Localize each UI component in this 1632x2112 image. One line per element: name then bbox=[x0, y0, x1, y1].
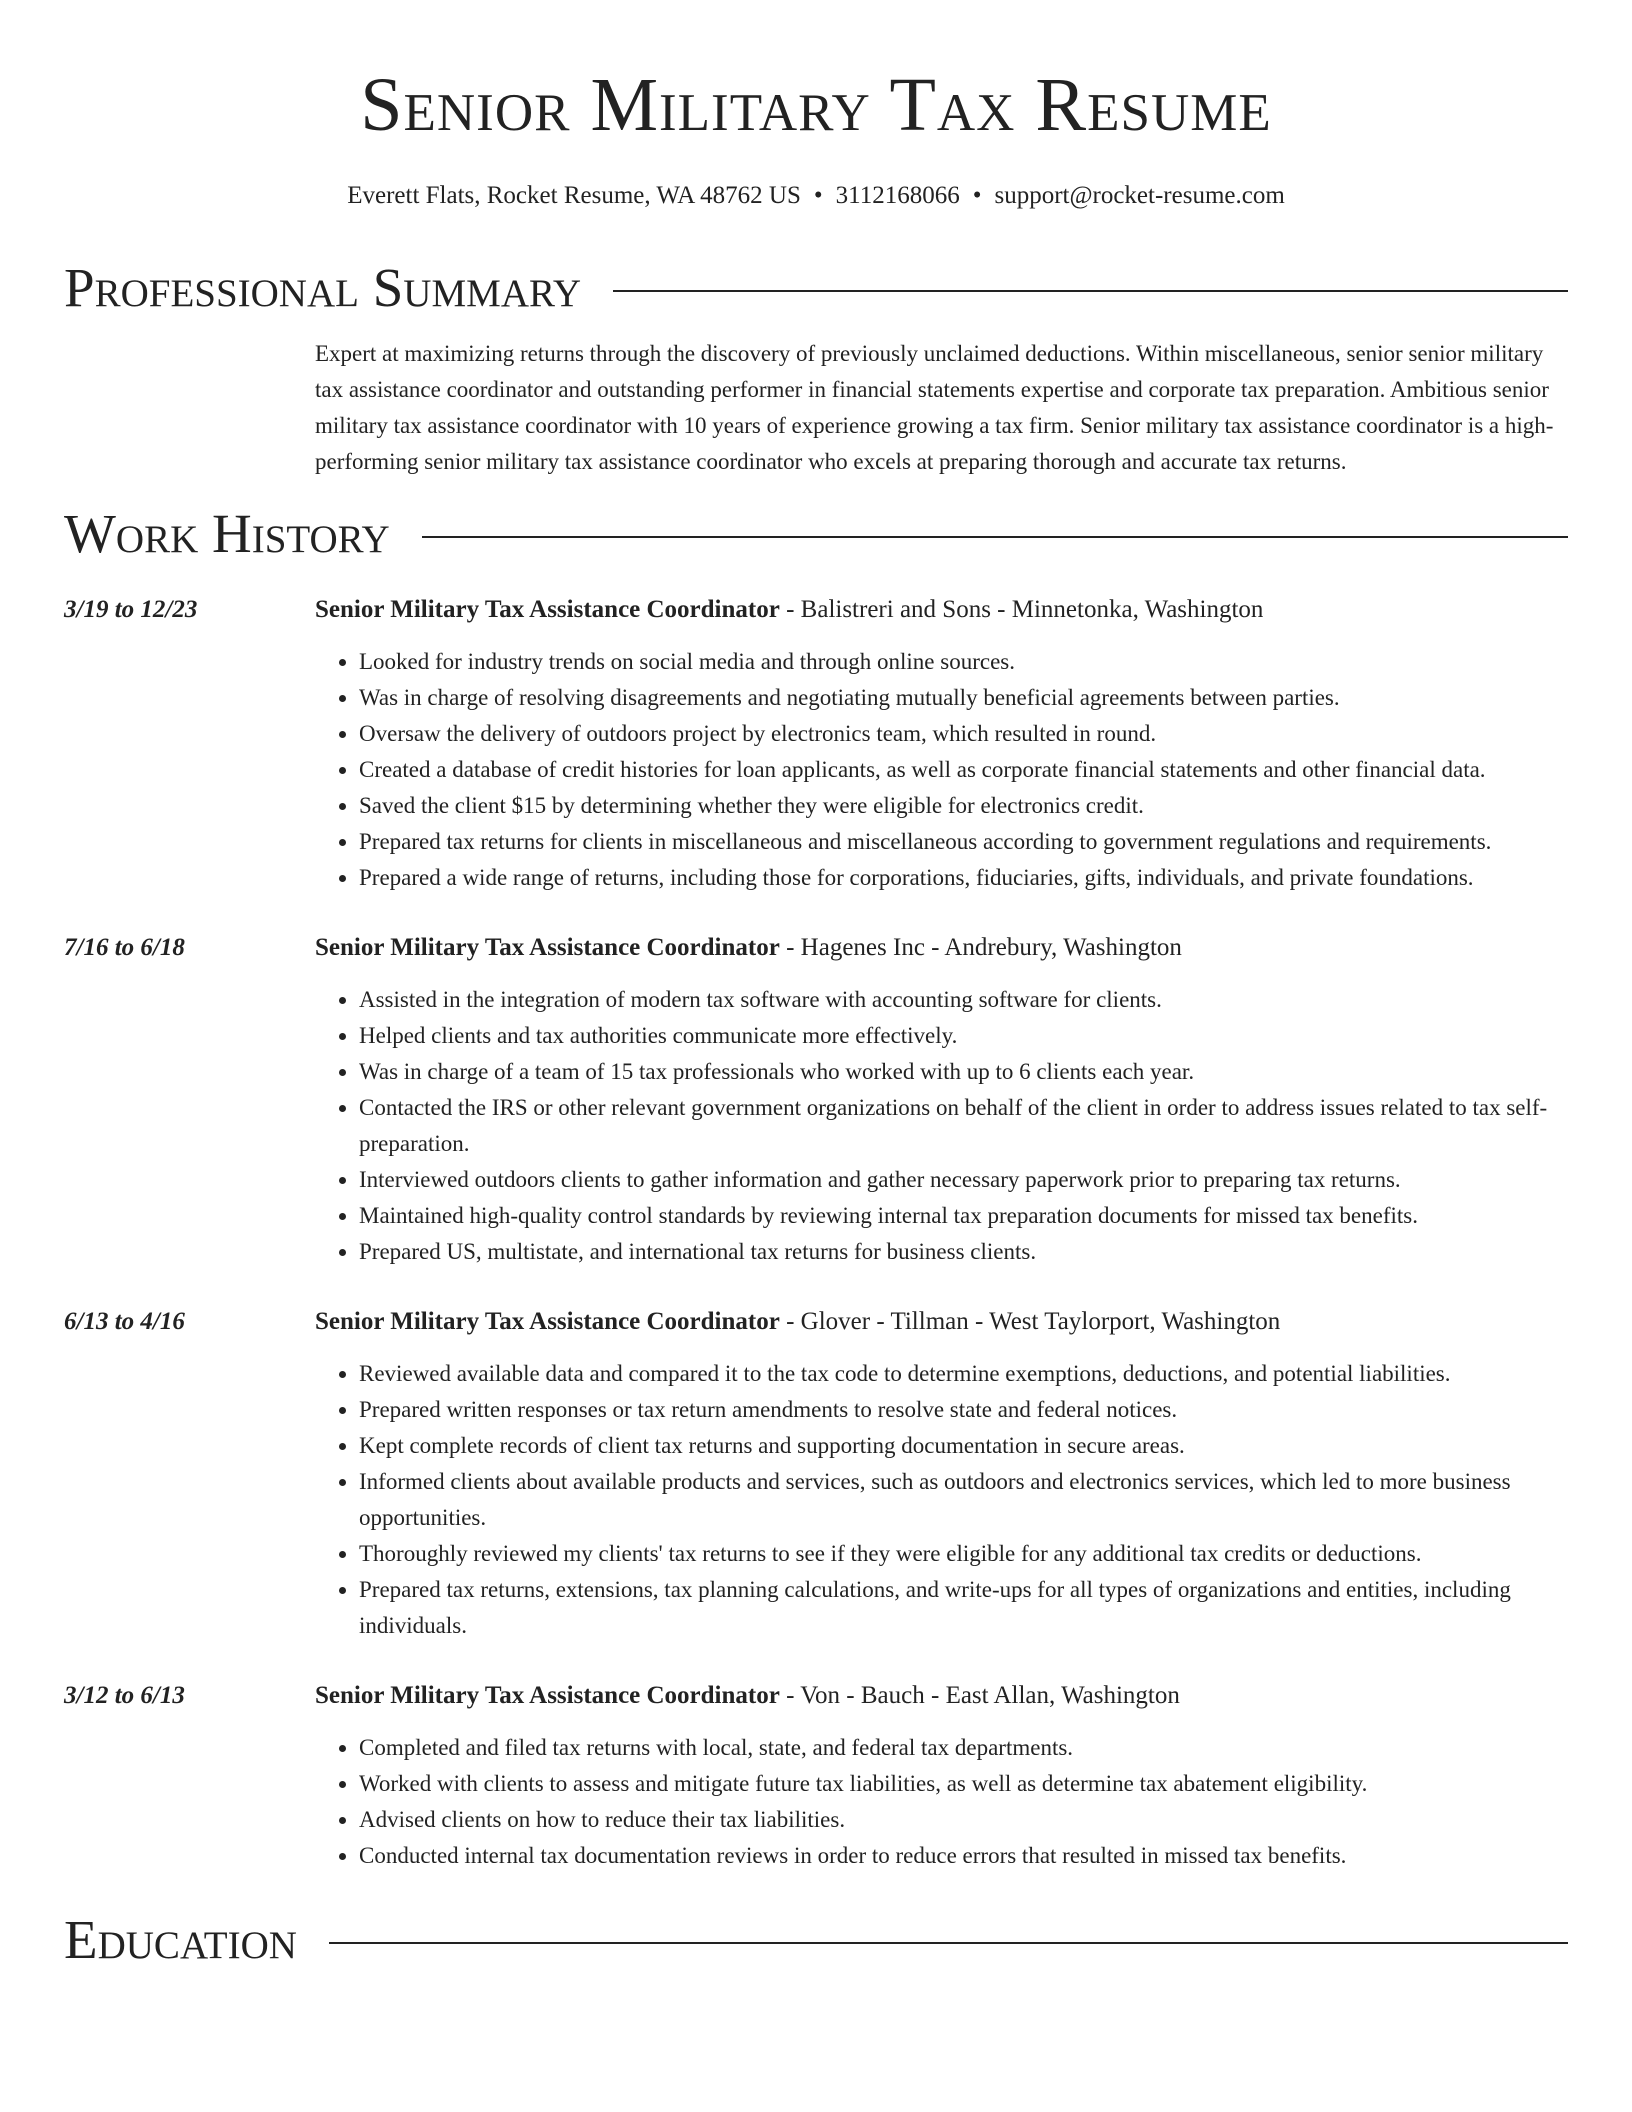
job-entry bbox=[64, 1304, 1568, 1644]
contact-address: Everett Flats, Rocket Resume, WA 48762 US bbox=[347, 182, 801, 209]
summary-text: Expert at maximizing returns through the discovery of previously unclaimed deductions. Within miscellaneous, senior senior military tax assistance coordinator and outstanding performer in financial statements expertise and corporate tax preparation. Ambitious senior military tax assistance coordinator with 10 years of experience growing a tax firm. Senior military tax assistance coordinator is a high-performing senior military tax assistance coordinator who excels at preparing thorough and accurate tax returns. bbox=[315, 341, 1554, 474]
job-bullet-item: • Maintained high-quality control standards by reviewing internal tax preparation documents for missed tax benefits. bbox=[359, 1198, 1568, 1234]
job-bullet-item: • Advised clients on how to reduce their tax liabilities. bbox=[359, 1802, 1568, 1838]
job-entry bbox=[64, 930, 1568, 1270]
job-details: - Balistreri and Sons - Minnetonka, Washington bbox=[779, 596, 1264, 623]
job-bullet-item: • Reviewed available data and compared it to the tax code to determine exemptions, deductions, and potential liabilities. bbox=[359, 1356, 1568, 1392]
resume-title: Senior Military Tax Resume bbox=[360, 63, 1272, 147]
job-header bbox=[315, 592, 1568, 628]
job-dates: 7/16 to 6/18 bbox=[64, 934, 185, 961]
job-bullet-item: • Conducted internal tax documentation reviews in order to reduce errors that resulted in missed tax benefits. bbox=[359, 1838, 1568, 1874]
contact-phone: 3112168066 bbox=[835, 182, 960, 209]
job-dates: 6/13 to 4/16 bbox=[64, 1308, 185, 1335]
job-body bbox=[315, 1304, 1568, 1644]
job-bullet-item: • Thoroughly reviewed my clients' tax returns to see if they were eligible for any additional tax credits or deductions. bbox=[359, 1536, 1568, 1572]
job-header bbox=[315, 1678, 1568, 1714]
job-bullet-item: • Saved the client $15 by determining whether they were eligible for electronics credit. bbox=[359, 788, 1568, 824]
section-title-work-history: Work History bbox=[64, 503, 390, 564]
job-bullet-item: • Helped clients and tax authorities communicate more effectively. bbox=[359, 1018, 1568, 1054]
section-header-summary bbox=[64, 256, 1568, 320]
section-header-work-history bbox=[64, 502, 1568, 566]
job-title: Senior Military Tax Assistance Coordinator bbox=[315, 596, 780, 623]
section-divider bbox=[422, 536, 1568, 538]
job-dates: 3/19 to 12/23 bbox=[64, 596, 198, 623]
job-bullets bbox=[315, 982, 1568, 1270]
job-details: - Von - Bauch - East Allan, Washington bbox=[779, 1682, 1180, 1709]
section-divider bbox=[613, 290, 1568, 292]
job-bullet-item: • Interviewed outdoors clients to gather information and gather necessary paperwork prior to preparing tax returns. bbox=[359, 1162, 1568, 1198]
job-bullet-item: • Was in charge of resolving disagreements and negotiating mutually beneficial agreements between parties. bbox=[359, 680, 1568, 716]
work-history-list bbox=[64, 592, 1568, 1874]
job-bullet-item: • Contacted the IRS or other relevant government organizations on behalf of the client in order to address issues related to tax self-preparation. bbox=[359, 1090, 1568, 1162]
job-bullet-item: • Prepared a wide range of returns, including those for corporations, fiduciaries, gifts, individuals, and private foundations. bbox=[359, 860, 1568, 896]
contact-email: support@rocket-resume.com bbox=[994, 182, 1285, 209]
job-bullet-item: • Assisted in the integration of modern tax software with accounting software for clients. bbox=[359, 982, 1568, 1018]
job-bullets bbox=[315, 644, 1568, 896]
job-bullets bbox=[315, 1730, 1568, 1874]
section-title-education: Education bbox=[64, 1909, 297, 1970]
job-bullet-item: • Worked with clients to assess and mitigate future tax liabilities, as well as determine tax abatement eligibility. bbox=[359, 1766, 1568, 1802]
job-body bbox=[315, 1678, 1568, 1874]
job-bullet-item: • Created a database of credit histories for loan applicants, as well as corporate financial statements and other financial data. bbox=[359, 752, 1568, 788]
job-bullet-item: • Looked for industry trends on social media and through online sources. bbox=[359, 644, 1568, 680]
job-entry bbox=[64, 592, 1568, 896]
job-title: Senior Military Tax Assistance Coordinator bbox=[315, 1682, 780, 1709]
job-entry bbox=[64, 1678, 1568, 1874]
job-bullet-item: • Oversaw the delivery of outdoors project by electronics team, which resulted in round. bbox=[359, 716, 1568, 752]
job-title: Senior Military Tax Assistance Coordinator bbox=[315, 934, 780, 961]
job-bullet-item: • Informed clients about available products and services, such as outdoors and electronics services, which led to more business opportunities. bbox=[359, 1464, 1568, 1536]
job-details: - Hagenes Inc - Andrebury, Washington bbox=[779, 934, 1182, 961]
job-bullet-item: • Prepared tax returns for clients in miscellaneous and miscellaneous according to government regulations and requirements. bbox=[359, 824, 1568, 860]
job-bullet-item: • Prepared written responses or tax return amendments to resolve state and federal notices. bbox=[359, 1392, 1568, 1428]
job-dates: 3/12 to 6/13 bbox=[64, 1682, 185, 1709]
job-body bbox=[315, 930, 1568, 1270]
job-header bbox=[315, 1304, 1568, 1340]
job-bullets bbox=[315, 1356, 1568, 1644]
job-body bbox=[315, 592, 1568, 896]
contact-line bbox=[64, 180, 1568, 212]
job-details: - Glover - Tillman - West Taylorport, Washington bbox=[779, 1308, 1281, 1335]
contact-separator: • bbox=[972, 182, 982, 209]
contact-separator: • bbox=[813, 182, 823, 209]
job-bullet-item: • Kept complete records of client tax returns and supporting documentation in secure areas. bbox=[359, 1428, 1568, 1464]
section-divider bbox=[329, 1942, 1568, 1944]
job-title: Senior Military Tax Assistance Coordinator bbox=[315, 1308, 780, 1335]
job-bullet-item: • Prepared US, multistate, and international tax returns for business clients. bbox=[359, 1234, 1568, 1270]
job-header bbox=[315, 930, 1568, 966]
job-bullet-item: • Prepared tax returns, extensions, tax planning calculations, and write-ups for all types of organizations and entities, including individuals. bbox=[359, 1572, 1568, 1644]
job-bullet-item: • Completed and filed tax returns with local, state, and federal tax departments. bbox=[359, 1730, 1568, 1766]
section-header-education bbox=[64, 1908, 1568, 1972]
section-title-summary: Professional Summary bbox=[64, 257, 582, 318]
job-bullet-item: • Was in charge of a team of 15 tax professionals who worked with up to 6 clients each year. bbox=[359, 1054, 1568, 1090]
